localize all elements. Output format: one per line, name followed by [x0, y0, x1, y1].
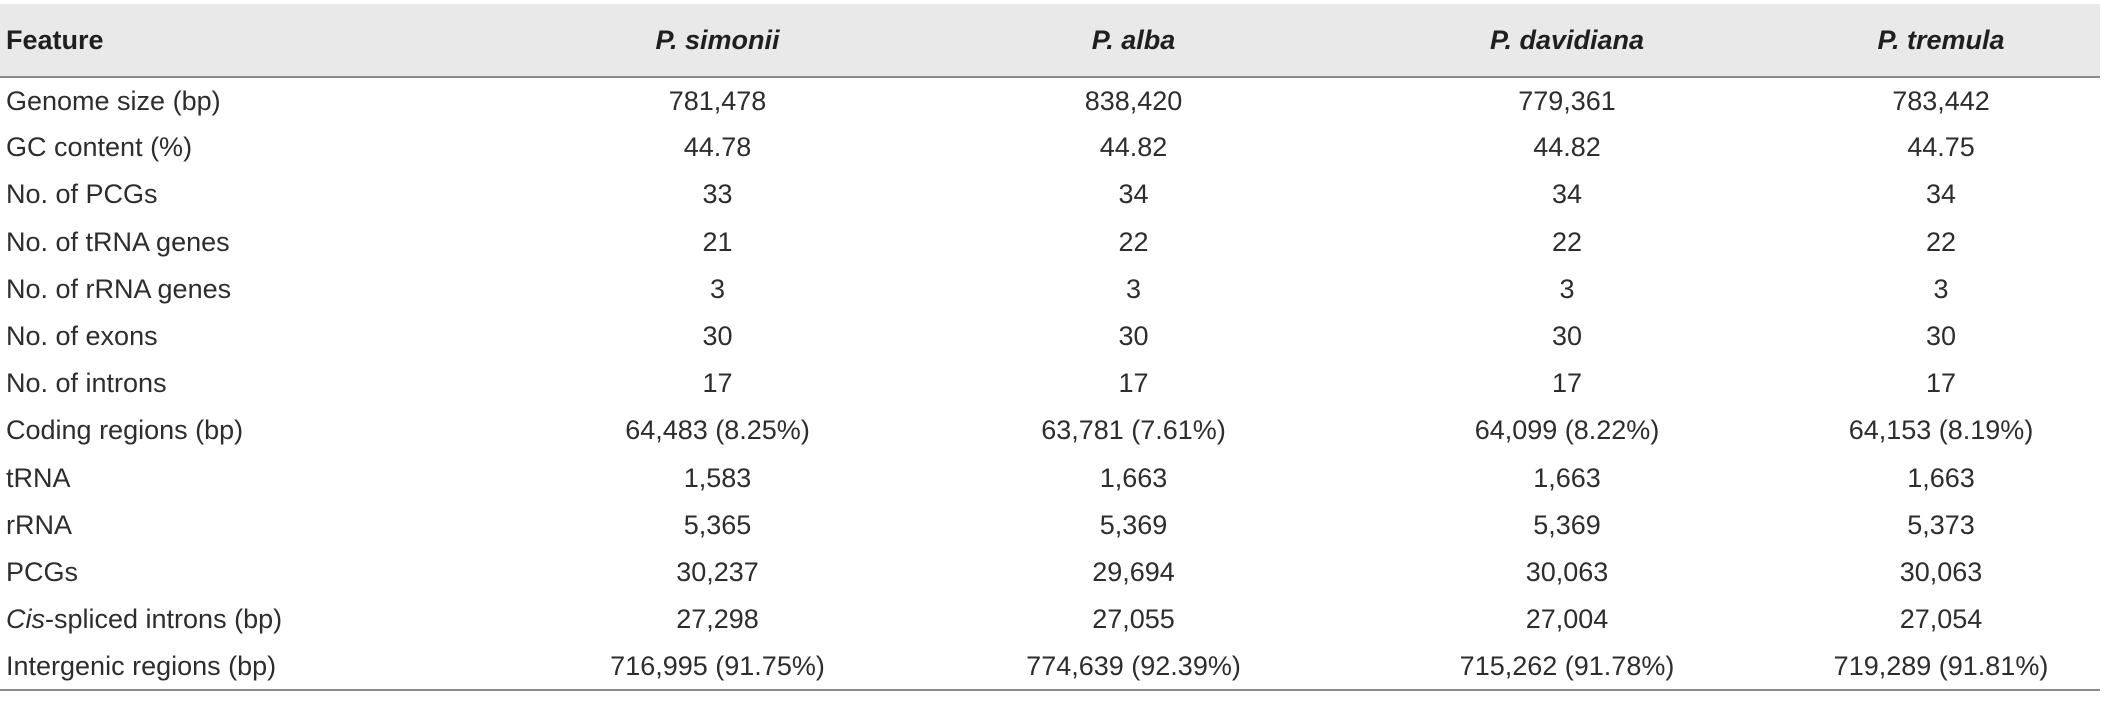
cell-value: 33 [702, 179, 733, 210]
cell-value: 44.82 [1099, 132, 1168, 163]
cell-value: 64,483 (8.25%) [625, 415, 810, 446]
cell-value: 3 [1559, 273, 1575, 304]
cell-value: 22 [1551, 226, 1583, 257]
header-p-tremula: P. tremula [1782, 4, 2100, 77]
table-row [0, 124, 2100, 171]
cell-value: 30,063 [1899, 556, 1983, 587]
table-row [0, 502, 2100, 549]
table-row [0, 77, 2100, 124]
table-body [0, 77, 2100, 690]
table-row [0, 219, 2100, 266]
row-label: tRNA [6, 462, 71, 493]
cell-value: 30 [1925, 321, 1957, 352]
row-label-italic-part: Cis [6, 604, 45, 635]
cell-value: 21 [702, 226, 733, 257]
cell-value: 64,153 (8.19%) [1848, 415, 2034, 446]
cell-value: 22 [1118, 226, 1149, 257]
cell-value: 17 [1118, 368, 1149, 399]
table-row [0, 643, 2100, 690]
cell-value: 27,055 [1092, 604, 1175, 635]
cell-value: 774,639 (92.39%) [915, 643, 1352, 690]
row-label: Coding regions (bp) [6, 415, 244, 446]
cell-value: 34 [1118, 179, 1149, 210]
table-row [0, 266, 2100, 313]
header-row [0, 4, 2100, 77]
cell-value: 44.78 [683, 132, 752, 163]
cell-value: 27,298 [676, 604, 759, 635]
cell-value: 30,063 [1525, 556, 1609, 587]
row-label [0, 596, 520, 643]
table-row [0, 596, 2100, 643]
cell-value: 44.82 [1533, 132, 1601, 163]
table-row [0, 313, 2100, 360]
header-p-alba: P. alba [915, 4, 1352, 77]
row-label: Genome size (bp) [6, 85, 221, 116]
cell-value: 44.75 [1907, 132, 1975, 163]
row-label: Intergenic regions (bp) [0, 643, 520, 690]
cell-value: 27,054 [1899, 604, 1983, 635]
cell-value: 3 [1933, 273, 1949, 304]
cell-value: 27,004 [1525, 604, 1609, 635]
cell-value: 30 [1551, 321, 1583, 352]
row-label: No. of PCGs [6, 179, 158, 210]
table-row [0, 360, 2100, 407]
row-label: No. of introns [6, 368, 167, 399]
cell-value: 3 [1125, 273, 1142, 304]
cell-value: 783,442 [1892, 85, 1990, 116]
cell-value: 30 [702, 321, 733, 352]
cell-value: 1,663 [1099, 462, 1168, 493]
table-row [0, 455, 2100, 502]
cell-value: 34 [1551, 179, 1583, 210]
header-p-simonii: P. simonii [520, 4, 915, 77]
cell-value: 29,694 [1092, 556, 1175, 587]
cell-value: 779,361 [1518, 85, 1616, 116]
cell-value: 1,583 [683, 462, 752, 493]
cell-value: 1,663 [1533, 462, 1601, 493]
header-p-davidiana: P. davidiana [1352, 4, 1782, 77]
cell-value: 63,781 (7.61%) [1041, 415, 1226, 446]
row-label: rRNA [6, 509, 72, 540]
cell-value: 17 [702, 368, 733, 399]
cell-value: 5,365 [683, 509, 752, 540]
row-label: No. of rRNA genes [6, 273, 232, 304]
cell-value: 30 [1118, 321, 1149, 352]
cell-value: 1,663 [1907, 462, 1975, 493]
cell-value: 3 [709, 273, 726, 304]
header-feature: Feature [0, 4, 520, 77]
cell-value: 781,478 [668, 85, 767, 116]
row-label-rest: -spliced introns (bp) [45, 604, 283, 635]
row-label: No. of exons [6, 321, 158, 352]
table-row [0, 407, 2100, 454]
row-label: PCGs [6, 556, 79, 587]
table-row [0, 549, 2100, 596]
cell-value: 34 [1925, 179, 1957, 210]
row-label: No. of tRNA genes [6, 226, 230, 257]
cell-value: 719,289 (91.81%) [1782, 643, 2100, 690]
cell-value: 716,995 (91.75%) [520, 643, 915, 690]
table-row [0, 171, 2100, 218]
cell-value: 5,373 [1907, 509, 1975, 540]
cell-value: 17 [1551, 368, 1583, 399]
cell-value: 838,420 [1084, 85, 1183, 116]
cell-value: 64,099 (8.22%) [1474, 415, 1660, 446]
cell-value: 5,369 [1099, 509, 1168, 540]
cell-value: 30,237 [676, 556, 759, 587]
row-label: GC content (%) [6, 132, 193, 163]
mitogenome-feature-table [0, 4, 2100, 691]
cell-value: 17 [1925, 368, 1957, 399]
cell-value: 715,262 (91.78%) [1352, 643, 1782, 690]
cell-value: 22 [1925, 226, 1957, 257]
table-header [0, 4, 2100, 77]
cell-value: 5,369 [1533, 509, 1601, 540]
